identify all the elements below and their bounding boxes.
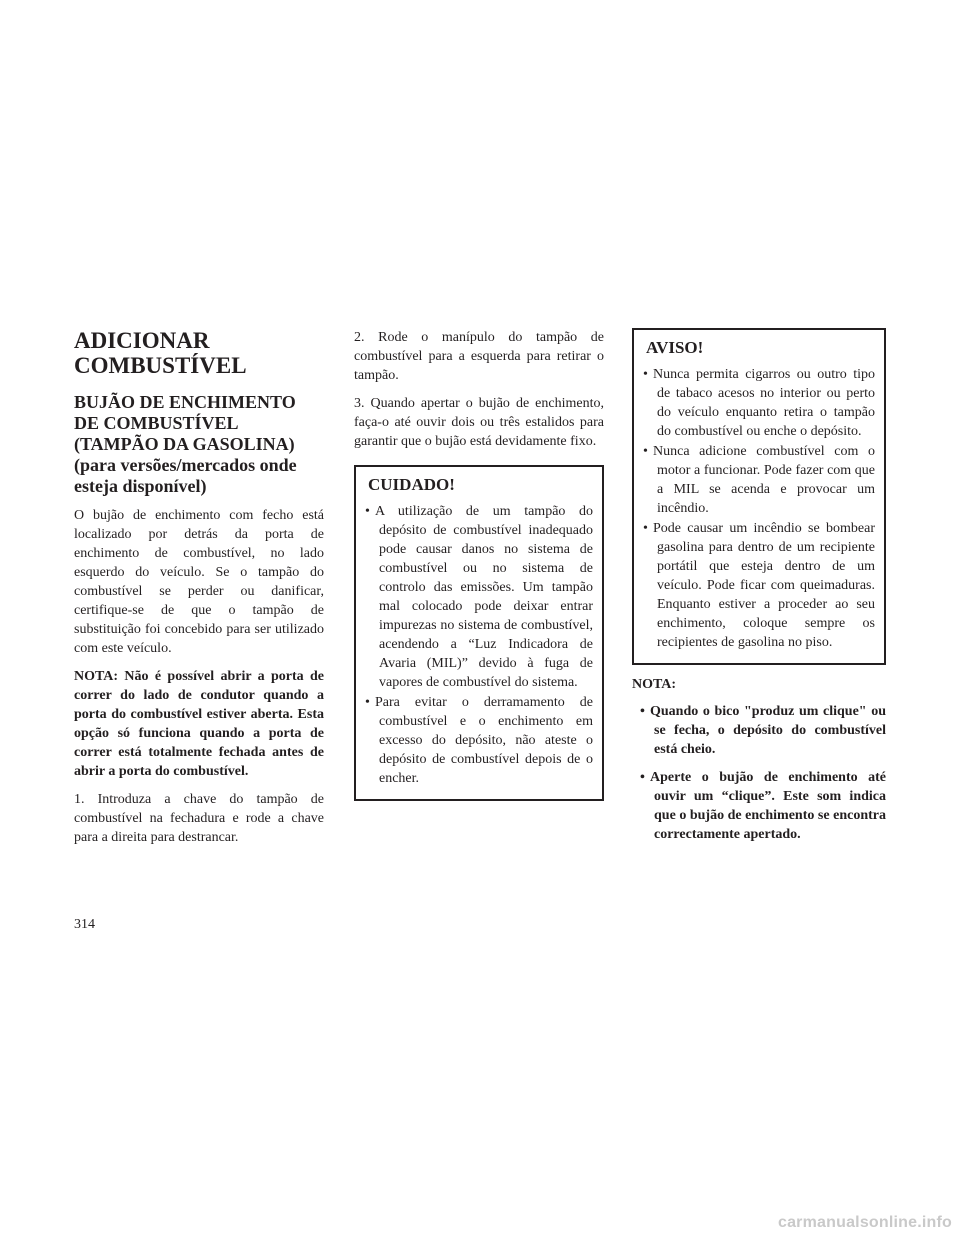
caution-box xyxy=(354,465,604,801)
bullet-icon: • xyxy=(640,770,645,785)
note-paragraph: NOTA: Não é possível abrir a porta de correr do lado de condutor quando a porta do combustível estiver aberta. Esta opção só funciona quando a porta de correr está totalmente fechada antes de abrir a porta do combustível. xyxy=(74,669,324,779)
left-column xyxy=(74,328,324,856)
notes-list xyxy=(632,702,886,844)
warning-title: AVISO! xyxy=(646,338,704,357)
step-3: 3. Quando apertar o bujão de enchimento, faça-o até ouvir dois ou três estalidos para garantir que o bujão está devidamente fixo. xyxy=(354,396,604,449)
warning-list xyxy=(643,365,875,652)
subtitle-main: BUJÃO DE ENCHIMENTO DE COMBUSTÍVEL (TAMPÃO DA GASOLINA) xyxy=(74,392,296,454)
bullet-icon: • xyxy=(365,695,370,710)
notes-title: NOTA: xyxy=(632,677,677,692)
section-title: ADICIONAR COMBUSTÍVEL xyxy=(74,328,247,378)
middle-column xyxy=(354,328,604,801)
caution-title: CUIDADO! xyxy=(368,475,455,494)
warning-box xyxy=(632,328,886,665)
bullet-icon: • xyxy=(643,444,648,459)
caution-item: • Para evitar o derramamento de combustível e o enchimento em excesso do depósito, não ateste o depósito de combustível depois de o encher. xyxy=(365,695,593,786)
warning-item: • Pode causar um incêndio se bombear gasolina para dentro de um recipiente portátil que esteja dentro de um veículo. Pode ficar com queimaduras. Enquanto estiver a proceder ao seu enchimento, coloque sempre os recipientes de gasolina no piso. xyxy=(643,521,875,650)
section-subtitle xyxy=(74,392,324,497)
warning-item: • Nunca permita cigarros ou outro tipo de tabaco acesos no interior ou perto do veículo enquanto retira o tampão do combustível ou enche o depósito. xyxy=(643,367,875,439)
subtitle-paren: (para versões/mercados onde esteja disponível) xyxy=(74,455,297,496)
page-number: 314 xyxy=(74,917,95,932)
note-item: • Aperte o bujão de enchimento até ouvir um “clique”. Este som indica que o bujão de enchimento se encontra correctamente apertado. xyxy=(640,770,886,842)
bullet-icon: • xyxy=(365,504,370,519)
bullet-icon: • xyxy=(643,521,648,536)
step-1: 1. Introduza a chave do tampão de combustível na fechadura e rode a chave para a direita para destrancar. xyxy=(74,792,324,845)
caution-item: • A utilização de um tampão do depósito de combustível inadequado pode causar danos no sistema de combustível ou no sistema de controlo das emissões. Um tampão mal colocado pode deixar entrar impurezas no sistema de combustível, acendendo a “Luz Indicadora de Avaria (MIL)” devido à fuga de vapores de combustível do sistema. xyxy=(365,504,593,690)
intro-paragraph: O bujão de enchimento com fecho está localizado por detrás da porta de enchimento de combustível, no lado esquerdo do veículo. Se o tampão do combustível se perder ou danificar, certifique-se de que o tampão de substituição foi concebido para ser utilizado com este veículo. xyxy=(74,508,324,656)
note-item: • Quando o bico "produz um clique" ou se fecha, o depósito do combustível está cheio. xyxy=(640,704,886,757)
bullet-icon: • xyxy=(640,704,645,719)
bullet-icon: • xyxy=(643,367,648,382)
watermark: carmanualsonline.info xyxy=(777,1214,952,1231)
right-column xyxy=(632,328,886,853)
caution-list xyxy=(365,502,593,788)
step-2: 2. Rode o manípulo do tampão de combustível para a esquerda para retirar o tampão. xyxy=(354,330,604,383)
warning-item: • Nunca adicione combustível com o motor a funcionar. Pode fazer com que a MIL se acenda e provocar um incêndio. xyxy=(643,444,875,516)
